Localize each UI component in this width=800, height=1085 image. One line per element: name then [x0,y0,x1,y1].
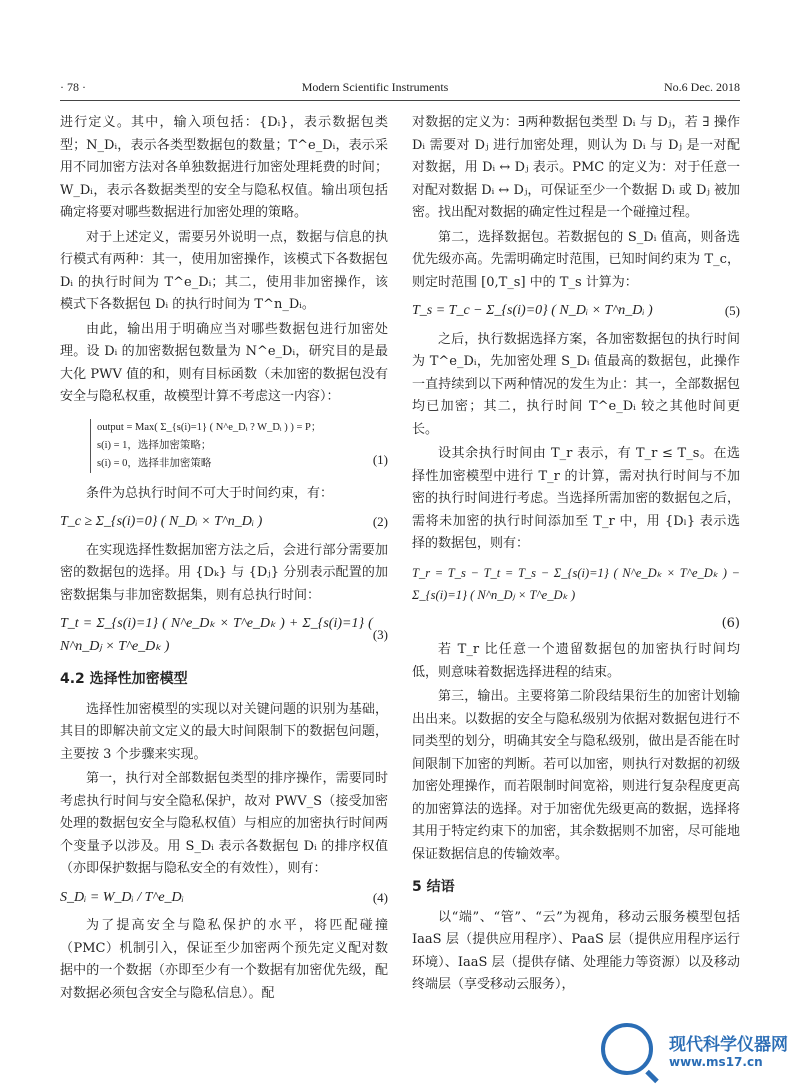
page-number: · 78 · [60,79,86,94]
equation-5-number: (5) [724,303,740,318]
equation-5-body: T_s = T_c − Σ_{s(i)=0} ( N_Dᵢ × T^n_Dᵢ ) [412,303,653,318]
journal-name: Modern Scientific Instruments [301,79,449,94]
equation-5 [412,300,740,323]
equation-3-number: (3) [372,627,388,643]
equation-1-line-1: output = Max( Σ_{s(i)=1} ( N^e_Dᵢ ? W_Dᵢ ) ) = P； [97,421,322,433]
left-column [60,112,388,1007]
equation-4-body: S_Dᵢ = W_Dᵢ / T^e_Dᵢ [60,889,184,905]
equation-2-number: (2) [372,514,388,529]
right-paragraph-6: 第三，输出。主要将第二阶段结果衍生的加密计划输出出来。以数据的安全与隐私级别为依据对数据包进行不同类型的划分，明确其安全与隐私级别，做出是否能在时间限制下加密的判断。若可以加密，则执行对数据的初级加密处理操作，而若限制时间宽裕，则进行复杂程度更高的加密算法的选择。对于加密优先级更高的数据，选择将其用于特定约束下的加密，其余数据则不加密，尽可能地保证数据信息的传输效率。 [412,689,740,862]
header-rule [60,100,740,101]
equation-1-number: (1) [372,451,388,467]
section-heading-4-2: 4.2 选择性加密模型 [60,671,188,687]
site-logo [601,1023,788,1075]
right-paragraph-4: 设其余执行时间由 T_r 表示，有 T_r ≤ T_s。在选择性加密模型中进行 T_r 的计算，需对执行时间与不加密的执行时间进行考虑。当选择所需加密的数据包之后，需将未加密的执行时间添加至 T_r 中，用 {Dₗ} 表示选择的数据包，则有： [412,446,740,551]
equation-3-body: T_t = Σ_{s(i)=1} ( N^e_Dₖ × T^e_Dₖ ) + Σ_{s(i)=1} ( N^n_Dⱼ × T^e_Dₖ ) [60,616,373,654]
magnifier-icon [601,1023,653,1075]
right-paragraph-2: 第二，选择数据包。若数据包的 S_Dᵢ 值高，则备选优先级亦高。先需明确定时范围，已知时间约束为 T_c，则定时范围 [0,T_s] 中的 T_s 计算为： [412,229,740,290]
left-paragraph-4: 条件为总执行时间不可大于时间约束，有： [86,485,334,501]
left-paragraph-1: 进行定义。其中，输入项包括：{Dᵢ}，表示数据包类型；N_Dᵢ，表示各类型数据包的数量；T^e_Dᵢ，表示采用不同加密方法对各单独数据进行加密处理耗费的时间；W_Dᵢ，表示各数据类型的安全与隐私权值。输出项包括确定将要对哪些数据进行加密处理的策略。 [60,115,388,220]
equation-1-line-3: s(i) = 0，选择非加密策略 [97,457,212,469]
right-column [412,112,740,999]
equation-4-number: (4) [372,889,388,905]
right-paragraph-3: 之后，执行数据选择方案，各加密数据包的执行时间为 T^e_Dᵢ，先加密处理 S_Dᵢ 值最高的数据包，此操作一直持续到以下两种情况的发生为止：其一，全部数据包均已加密；其二，执行时间 T^e_Dᵢ 较之其他时间更长。 [412,331,740,437]
left-paragraph-3: 由此，输出用于明确应当对哪些数据包进行加密处理。设 Dᵢ 的加密数据包数量为 N^e_Dᵢ，研究目的是最大化 PWV 值的和，则有目标函数（未加密的数据包没有安全与隐私权重，故模型计算不考虑这一内容）： [60,321,388,404]
section-heading-5: 5 结语 [412,879,455,895]
right-paragraph-1: 对数据的定义为：∃两种数据包类型 Dᵢ 与 Dⱼ，若 ∃ 操作 Dᵢ 需要对 Dⱼ 进行加密处理，则认为 Dᵢ 与 Dⱼ 是一对配对数据，用 Dᵢ ↔ Dⱼ 表示。PMC 的定义为：对于任意一对配对数据 Dᵢ ↔ Dⱼ，可保证至少一个数据 Dᵢ 或 Dⱼ 被加密。找出配对数据的确定性过程是一个碰撞过程。 [412,115,740,220]
right-paragraph-5: 若 T_r 比任意一个遗留数据包的加密执行时间均低，则意味着数据选择进程的结束。 [412,642,740,680]
left-paragraph-6: 选择性加密模型的实现以对关键问题的识别为基础，其目的即解决前文定义的最大时间限制下的数据包问题，主要按 3 个步骤来实现。 [60,701,388,762]
equation-1-line-2: s(i) = 1，选择加密策略； [97,439,212,451]
logo-text [669,1030,788,1069]
equation-6-number: (6) [721,615,740,631]
equation-2 [60,511,388,534]
equation-4 [60,887,388,910]
equation-3 [60,613,388,658]
equation-1 [90,419,388,473]
left-paragraph-7: 第一，执行对全部数据包类型的排序操作，需要同时考虑执行时间与安全隐私保护，故对 PWV_S（接受加密处理的数据包安全与隐私权值）与相应的加密执行时间两个变量予以涉及。用 S_Dᵢ 表示各数据包 Dᵢ 的排序权值（亦即保护数据与隐私安全的有效性），则有： [60,771,388,876]
right-paragraph-7: 以“端”、“管”、“云”为视角，移动云服务模型包括 IaaS 层（提供应用程序）、PaaS 层（提供应用程序运行环境）、IaaS 层（提供存储、处理能力等资源）以及移动终端层（享受移动云服务）， [412,909,740,992]
equation-6-body: T_r = T_s − T_t = T_s − Σ_{s(i)=1} ( N^e_Dₖ × T^e_Dₖ ) − Σ_{s(i)=1} ( N^n_Dⱼ × T^e_Dₖ ) [412,565,740,602]
equation-6 [412,562,740,607]
logo-url: www.ms17.cn [669,1054,763,1069]
logo-chinese-name: 现代科学仪器网 [669,1034,788,1055]
running-header [60,78,740,96]
left-paragraph-5: 在实现选择性数据加密方法之后，会进行部分需要加密的数据包的选择。用 {Dₖ} 与 {Dⱼ} 分别表示配置的加密数据集与非加密数据集，则有总执行时间： [60,542,388,603]
left-paragraph-8: 为了提高安全与隐私保护的水平，将匹配碰撞（PMC）机制引入，保证至少加密两个预先定义配对数据中的一个数据（亦即至少有一个数据有加密优先级，配对数据必须包含安全与隐私信息）。配 [60,918,388,1001]
left-paragraph-2: 对于上述定义，需要另外说明一点，数据与信息的执行模式有两种：其一，使用加密操作，该模式下各数据包 Dᵢ 的执行时间为 T^e_Dᵢ；其二，使用非加密操作，该模式下各数据包 Dᵢ 的执行时间为 T^n_Dᵢ。 [60,229,388,312]
issue-info: No.6 Dec. 2018 [664,79,740,94]
equation-2-body: T_c ≥ Σ_{s(i)=0} ( N_Dᵢ × T^n_Dᵢ ) [60,514,263,529]
